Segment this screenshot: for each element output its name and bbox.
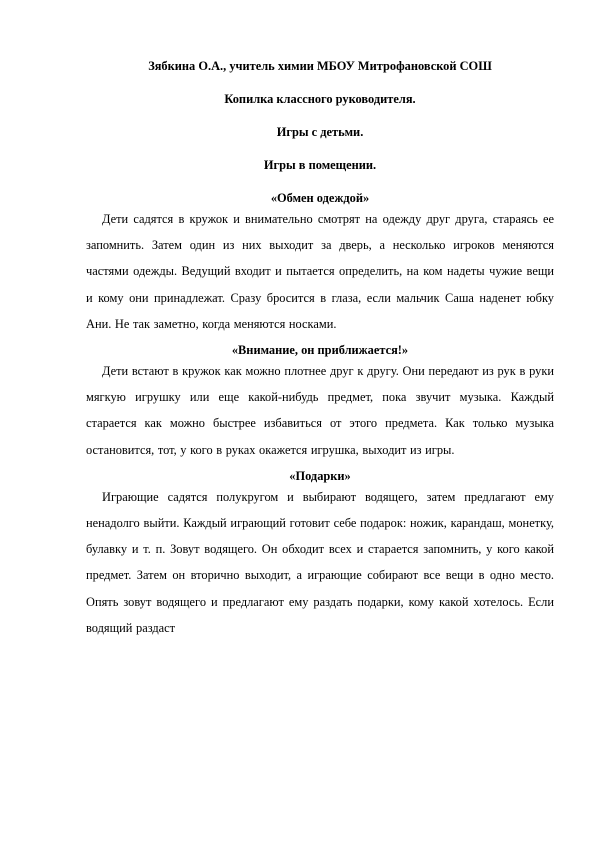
game-title: «Внимание, он приближается!» <box>231 343 409 358</box>
author-line: Зябкина О.А., учитель химии МБОУ Митрофановской СОШ <box>148 59 492 73</box>
section-title: Игры с детьми. <box>276 125 364 139</box>
subsection-title: Игры в помещении. <box>263 158 377 172</box>
game-description: Дети встают в кружок как можно плотнее друг к другу. Они передают из рук в руки мягкую игрушку или еще какой-нибудь предмет, пока звучит музыка. Каждый старается как можно быстрее избавиться от этого предмета. Как только музыка остановится, тот, у кого в руках окажется игрушка, выходит из игры. <box>86 364 554 457</box>
collection-title: Копилка классного руководителя. <box>224 92 416 106</box>
game-title: «Подарки» <box>289 468 351 483</box>
game-title: «Обмен одеждой» <box>270 191 370 205</box>
document-page <box>86 58 554 641</box>
game-description: Дети садятся в кружок и внимательно смотрят на одежду друг друга, стараясь ее запомнить. Затем один из них выходит за дверь, а несколько игроков меняются частями одежды. Ведущий входит и пытается определить, на ком надеты чужие вещи и кому они принадлежат. Сразу бросится в глаза, если мальчик Саша наденет юбку Ани. Не так заметно, когда меняются носками. <box>86 212 554 331</box>
game-description: Играющие садятся полукругом и выбирают водящего, затем предлагают ему ненадолго выйти. Каждый играющий готовит себе подарок: ножик, карандаш, монетку, булавку и т. п. Зовут водящего. Он обходит всех и старается запомнить, у кого какой предмет. Затем он вторично выходит, а играющие собирают все вещи в одно место. Опять зовут водящего и предлагают ему раздать подарки, кому какой хотелось. Если водящий раздаст <box>86 489 554 635</box>
